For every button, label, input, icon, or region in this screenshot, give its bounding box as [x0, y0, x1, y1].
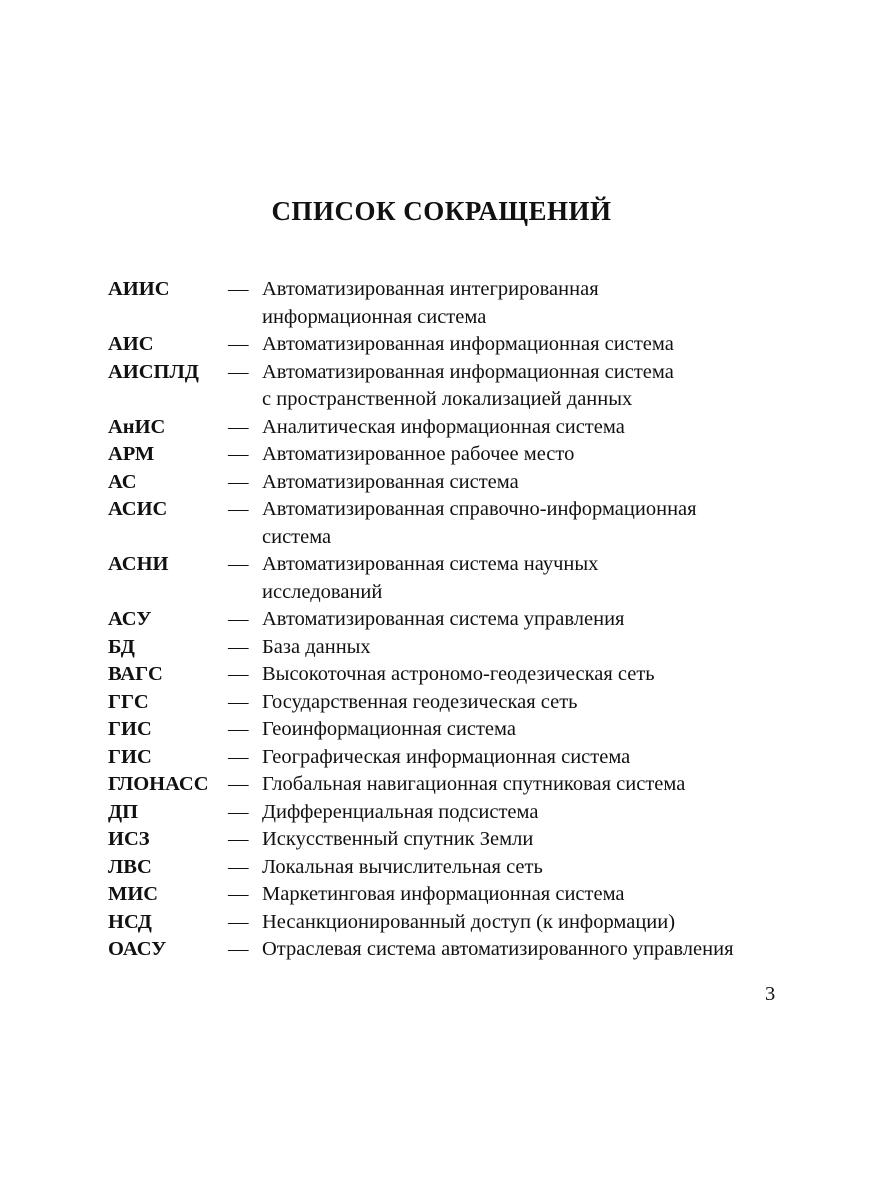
dash: — [228, 635, 249, 658]
dash: — [228, 938, 249, 960]
list-item [108, 771, 788, 799]
abbreviation: АСУ [108, 608, 152, 630]
dash: — [228, 553, 249, 575]
definition: Автоматизированная система управления [262, 608, 625, 630]
list-item [108, 744, 788, 772]
list-item [108, 716, 788, 744]
dash: — [228, 443, 249, 465]
list-item [108, 881, 788, 909]
list-item [108, 496, 788, 551]
abbreviation: АСНИ [108, 553, 169, 575]
list-item [108, 909, 788, 937]
dash: — [228, 690, 249, 713]
definition: Автоматизированное рабочее место [262, 443, 575, 465]
definition: Высокоточная астрономо-геодезическая сеть [262, 663, 655, 685]
definition: Локальная вычислительная сеть [262, 855, 543, 878]
list-item [108, 276, 788, 331]
list-item [108, 469, 788, 497]
definition: Географическая информационная система [262, 745, 631, 768]
abbreviation: ИСЗ [108, 828, 150, 850]
abbreviation: АИИС [108, 278, 170, 300]
abbreviation: АнИС [108, 415, 166, 438]
list-item [108, 826, 788, 854]
definition: Автоматизированная система научных исследований [262, 553, 599, 603]
list-item [108, 854, 788, 882]
list-item [108, 414, 788, 442]
abbreviation: НСД [108, 910, 152, 933]
abbreviation: АСИС [108, 498, 168, 520]
abbreviation: ГГС [108, 690, 149, 713]
list-item [108, 936, 788, 964]
page-title: СПИСОК СОКРАЩЕНИЙ [271, 196, 612, 226]
abbreviation: АИСПЛД [108, 360, 199, 383]
definition: Искусственный спутник Земли [262, 828, 534, 850]
dash: — [228, 773, 249, 795]
page-number: 3 [765, 983, 776, 1005]
list-item [108, 689, 788, 717]
abbreviation: ЛВС [108, 855, 152, 878]
abbreviation: АРМ [108, 443, 155, 465]
list-item [108, 661, 788, 689]
definition: Автоматизированная информационная система с пространственной локализацией данных [262, 360, 674, 410]
dash: — [228, 855, 249, 878]
dash: — [228, 663, 249, 685]
list-item [108, 606, 788, 634]
dash: — [228, 278, 249, 300]
dash: — [228, 800, 249, 823]
definition: Дифференциальная подсистема [262, 800, 539, 823]
definition: База данных [262, 635, 371, 658]
dash: — [228, 745, 249, 768]
definition: Автоматизированная система [262, 470, 519, 493]
abbreviation: ГИС [108, 745, 152, 768]
dash: — [228, 333, 249, 355]
list-item [108, 551, 788, 606]
abbreviation: ОАСУ [108, 938, 167, 960]
dash: — [228, 910, 249, 933]
abbreviation: ГЛОНАСС [108, 773, 209, 795]
abbreviation-list [108, 276, 788, 964]
dash: — [228, 883, 249, 905]
list-item [108, 441, 788, 469]
dash: — [228, 828, 249, 850]
definition: Глобальная навигационная спутниковая система [262, 773, 686, 795]
dash: — [228, 360, 249, 383]
dash: — [228, 718, 249, 740]
list-item [108, 359, 788, 414]
list-item [108, 634, 788, 662]
list-item [108, 799, 788, 827]
abbreviation: ГИС [108, 718, 152, 740]
definition: Маркетинговая информационная система [262, 883, 625, 905]
dash: — [228, 498, 249, 520]
dash: — [228, 415, 249, 438]
abbreviation: БД [108, 635, 135, 658]
abbreviation: ДП [108, 800, 139, 823]
definition: Государственная геодезическая сеть [262, 690, 578, 713]
abbreviation: МИС [108, 883, 159, 905]
abbreviation: АС [108, 470, 137, 493]
list-item [108, 331, 788, 359]
dash: — [228, 470, 249, 493]
abbreviation: АИС [108, 333, 154, 355]
definition: Автоматизированная интегрированная информационная система [262, 278, 599, 328]
definition: Геоинформационная система [262, 718, 516, 740]
definition: Автоматизированная информационная система [262, 333, 674, 355]
definition: Несанкционированный доступ (к информации) [262, 910, 676, 933]
abbreviation: ВАГС [108, 663, 163, 685]
definition: Аналитическая информационная система [262, 415, 625, 438]
definition: Отраслевая система автоматизированного управления [262, 938, 734, 960]
dash: — [228, 608, 249, 630]
definition: Автоматизированная справочно-информационная система [262, 498, 697, 548]
